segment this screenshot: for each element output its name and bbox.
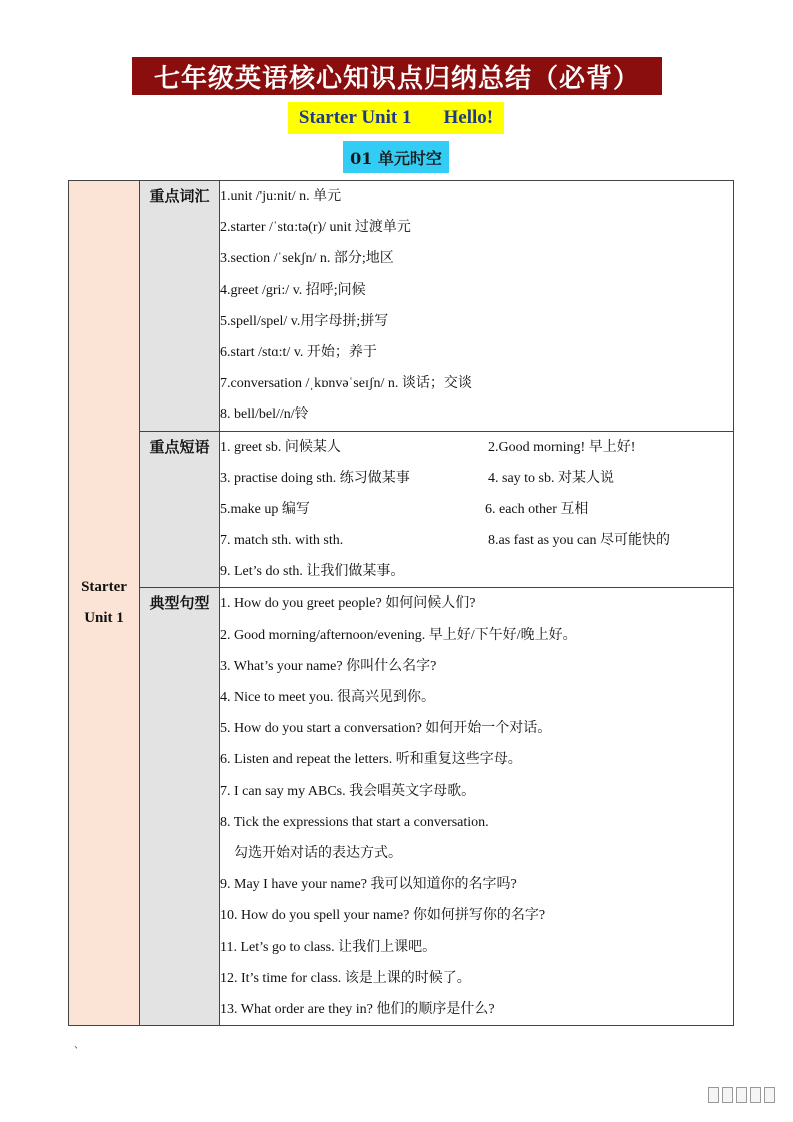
sentence-item: 8. Tick the expressions that start a conversation. — [220, 814, 489, 830]
phrase-item: 7. match sth. with sth. — [220, 533, 344, 549]
vocab-item: 8. bell/bel//n/铃 — [220, 407, 309, 423]
vocab-item: 6.start /stɑ:t/ v. 开始；养于 — [220, 344, 377, 360]
subtitle-unit: Starter Unit 1 — [298, 107, 412, 128]
section-heading: 01 单元时空 — [343, 141, 449, 173]
phrase-item: 9. Let’s do sth. 让我们做某事。 — [220, 564, 405, 580]
phrase-item: 4. say to sb. 对某人说 — [488, 470, 614, 486]
phrase-row — [220, 556, 733, 587]
sentence-item: 12. It’s time for class. 该是上课的时候了。 — [220, 970, 471, 986]
phrase-item: 2.Good morning! 早上好! — [488, 439, 636, 455]
phrase-item: 8.as fast as you can 尽可能快的 — [488, 533, 670, 549]
phrases-category: 重点短语 — [140, 431, 220, 588]
phrases-list — [220, 431, 734, 588]
sentence-item: 6. Listen and repeat the letters. 听和重复这些字母。 — [220, 752, 522, 768]
sentence-item: 10. How do you spell your name? 你如何拼写你的名字? — [220, 908, 546, 924]
phrase-row — [220, 494, 733, 525]
sentence-item: 5. How do you start a conversation? 如何开始一个对话。 — [220, 721, 552, 737]
document-title: 七年级英语核心知识点归纳总结（必背） — [132, 57, 662, 95]
footer-mark: 、 — [74, 1040, 84, 1051]
sentence-item: 11. Let’s go to class. 让我们上课吧。 — [220, 939, 437, 955]
vocab-item: 1.unit /'ju:nit/ n. 单元 — [220, 189, 342, 204]
sentence-item: 2. Good morning/afternoon/evening. 早上好/下午好/晚上好。 — [220, 627, 577, 643]
vocab-item: 7.conversation /ˌkɒnvəˈseɪʃn/ n. 谈话；交谈 — [220, 376, 472, 392]
sentence-item: 13. What order are they in? 他们的顺序是什么? — [220, 1001, 495, 1017]
knowledge-table — [68, 180, 734, 1026]
unit-label-line2: Unit 1 — [84, 610, 124, 627]
phrase-item: 3. practise doing sth. 练习做某事 — [220, 470, 410, 486]
vocab-list — [220, 181, 734, 432]
vocab-item: 4.greet /gri:/ v. 招呼;问候 — [220, 282, 366, 298]
unit-cell — [69, 181, 140, 1026]
sentences-list — [220, 588, 734, 1026]
subtitle-hello: Hello! — [443, 107, 494, 128]
sentences-category: 典型句型 — [140, 588, 220, 1026]
phrase-item: 6. each other 互相 — [485, 501, 589, 517]
vocab-item: 3.section /ˈsekʃn/ n. 部分;地区 — [220, 251, 394, 267]
sentence-item: 4. Nice to meet you. 很高兴见到你。 — [220, 690, 436, 705]
phrase-row — [220, 463, 733, 494]
unit-subtitle — [288, 102, 504, 134]
vocab-item: 5.spell/spel/ v.用字母拼;拼写 — [220, 313, 389, 329]
sentence-item: 3. What’s your name? 你叫什么名字? — [220, 658, 437, 674]
sentence-item: 9. May I have your name? 我可以知道你的名字吗? — [220, 877, 517, 893]
sentence-item: 勾选开始对话的表达方式。 — [220, 845, 402, 861]
unit-label-line1: Starter — [81, 579, 127, 596]
watermark-icon — [708, 1087, 775, 1103]
vocab-category: 重点词汇 — [140, 181, 220, 432]
vocab-item: 2.starter /ˈstɑ:tə(r)/ unit 过渡单元 — [220, 220, 411, 236]
phrase-row — [220, 432, 733, 463]
sentence-item: 7. I can say my ABCs. 我会唱英文字母歌。 — [220, 783, 476, 799]
phrase-item: 1. greet sb. 问候某人 — [220, 439, 341, 455]
sentence-item: 1. How do you greet people? 如何问候人们? — [220, 596, 476, 612]
phrase-item: 5.make up 编写 — [220, 501, 310, 517]
phrase-row — [220, 525, 733, 556]
